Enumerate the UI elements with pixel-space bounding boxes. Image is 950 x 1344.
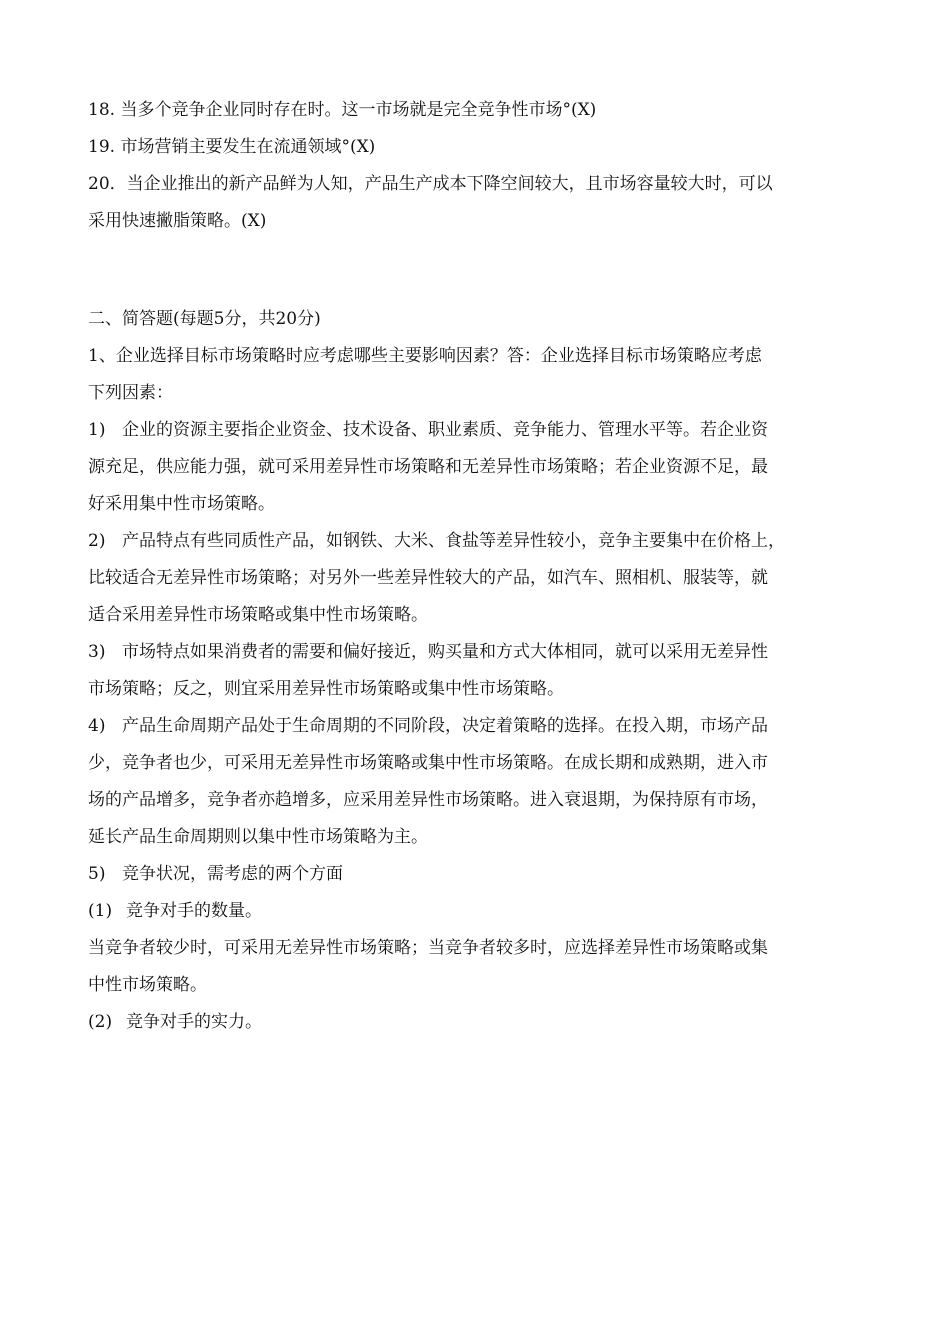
answer-item-5 (88, 856, 868, 893)
answer-line: 市场策略；反之，则宜采用差异性市场策略或集中性市场策略。 (88, 679, 564, 699)
answer-item-1 (88, 412, 868, 523)
answer-line: 延长产品生命周期则以集中性市场策略为主。 (88, 827, 428, 847)
sub-point-1 (88, 893, 868, 930)
sub-point-2 (88, 1004, 868, 1041)
sub-point-label: 竞争对手的数量。 (126, 901, 262, 921)
sub-point-label: 竞争对手的实力。 (126, 1012, 262, 1032)
answer-item-number: 3) (88, 642, 106, 662)
answer-line (88, 523, 868, 560)
answer-line (88, 708, 868, 745)
answer-item-text: 产品生命周期产品处于生命周期的不同阶段，决定着策略的选择。在投入期，市场产品 (122, 716, 768, 736)
answer-line: 好采用集中性市场策略。 (88, 494, 275, 514)
answer-item-number: 2) (88, 531, 106, 551)
answer-item-text: 竞争状况，需考虑的两个方面 (122, 864, 343, 884)
answer-item-number: 5) (88, 864, 106, 884)
answer-item-3 (88, 634, 868, 708)
answer-line: 场的产品增多，竞争者亦趋增多，应采用差异性市场策略。进入衰退期，为保持原有市场， (88, 790, 768, 810)
section-heading: 二、简答题(每题5分，共20分) (88, 309, 321, 329)
answer-line (88, 634, 868, 671)
answer-line: 少，竞争者也少，可采用无差异性市场策略或集中性市场策略。在成长期和成熟期，进入市 (88, 753, 768, 773)
answer-line (88, 412, 868, 449)
answer-item-4 (88, 708, 868, 856)
document-page (88, 92, 868, 1041)
answer-item-number: 4) (88, 716, 106, 736)
question-line: 下列因素： (88, 383, 173, 403)
answer-line: 适合采用差异性市场策略或集中性市场策略。 (88, 605, 428, 625)
judgement-item-19: 19. 市场营销主要发生在流通领域°(X) (88, 137, 376, 157)
sub-point-1-text (88, 930, 868, 1004)
answer-item-text: 企业的资源主要指企业资金、技术设备、职业素质、竞争能力、管理水平等。若企业资 (122, 420, 768, 440)
judgement-item-20-line: 20．当企业推出的新产品鲜为人知，产品生产成本下降空间较大，且市场容量较大时，可以 (88, 174, 773, 194)
question-line: 1、企业选择目标市场策略时应考虑哪些主要影响因素？答：企业选择目标市场策略应考虑 (88, 346, 762, 366)
answer-item-number: 1) (88, 420, 106, 440)
answer-item-text: 产品特点有些同质性产品，如钢铁、大米、食盐等差异性较小，竞争主要集中在价格上， (122, 531, 785, 551)
answer-item-2 (88, 523, 868, 634)
answer-line: 中性市场策略。 (88, 975, 207, 995)
question-1 (88, 338, 868, 412)
judgement-item-20-line: 采用快速撇脂策略。(X) (88, 211, 267, 231)
answer-line: 当竞争者较少时，可采用无差异性市场策略；当竞争者较多时，应选择差异性市场策略或集 (88, 938, 768, 958)
judgement-item-18: 18. 当多个竞争企业同时存在时。这一市场就是完全竞争性市场°(X) (88, 100, 597, 120)
answer-line: 源充足，供应能力强，就可采用差异性市场策略和无差异性市场策略；若企业资源不足，最 (88, 457, 768, 477)
answer-item-text: 市场特点如果消费者的需要和偏好接近，购买量和方式大体相同，就可以采用无差异性 (122, 642, 768, 662)
sub-point-number: (1) (88, 901, 113, 921)
answer-line (88, 856, 868, 893)
judgement-item-20 (88, 166, 868, 240)
sub-point-number: (2) (88, 1012, 113, 1032)
section-gap (88, 240, 868, 301)
answer-line: 比较适合无差异性市场策略；对另外一些差异性较大的产品，如汽车、照相机、服装等，就 (88, 568, 768, 588)
